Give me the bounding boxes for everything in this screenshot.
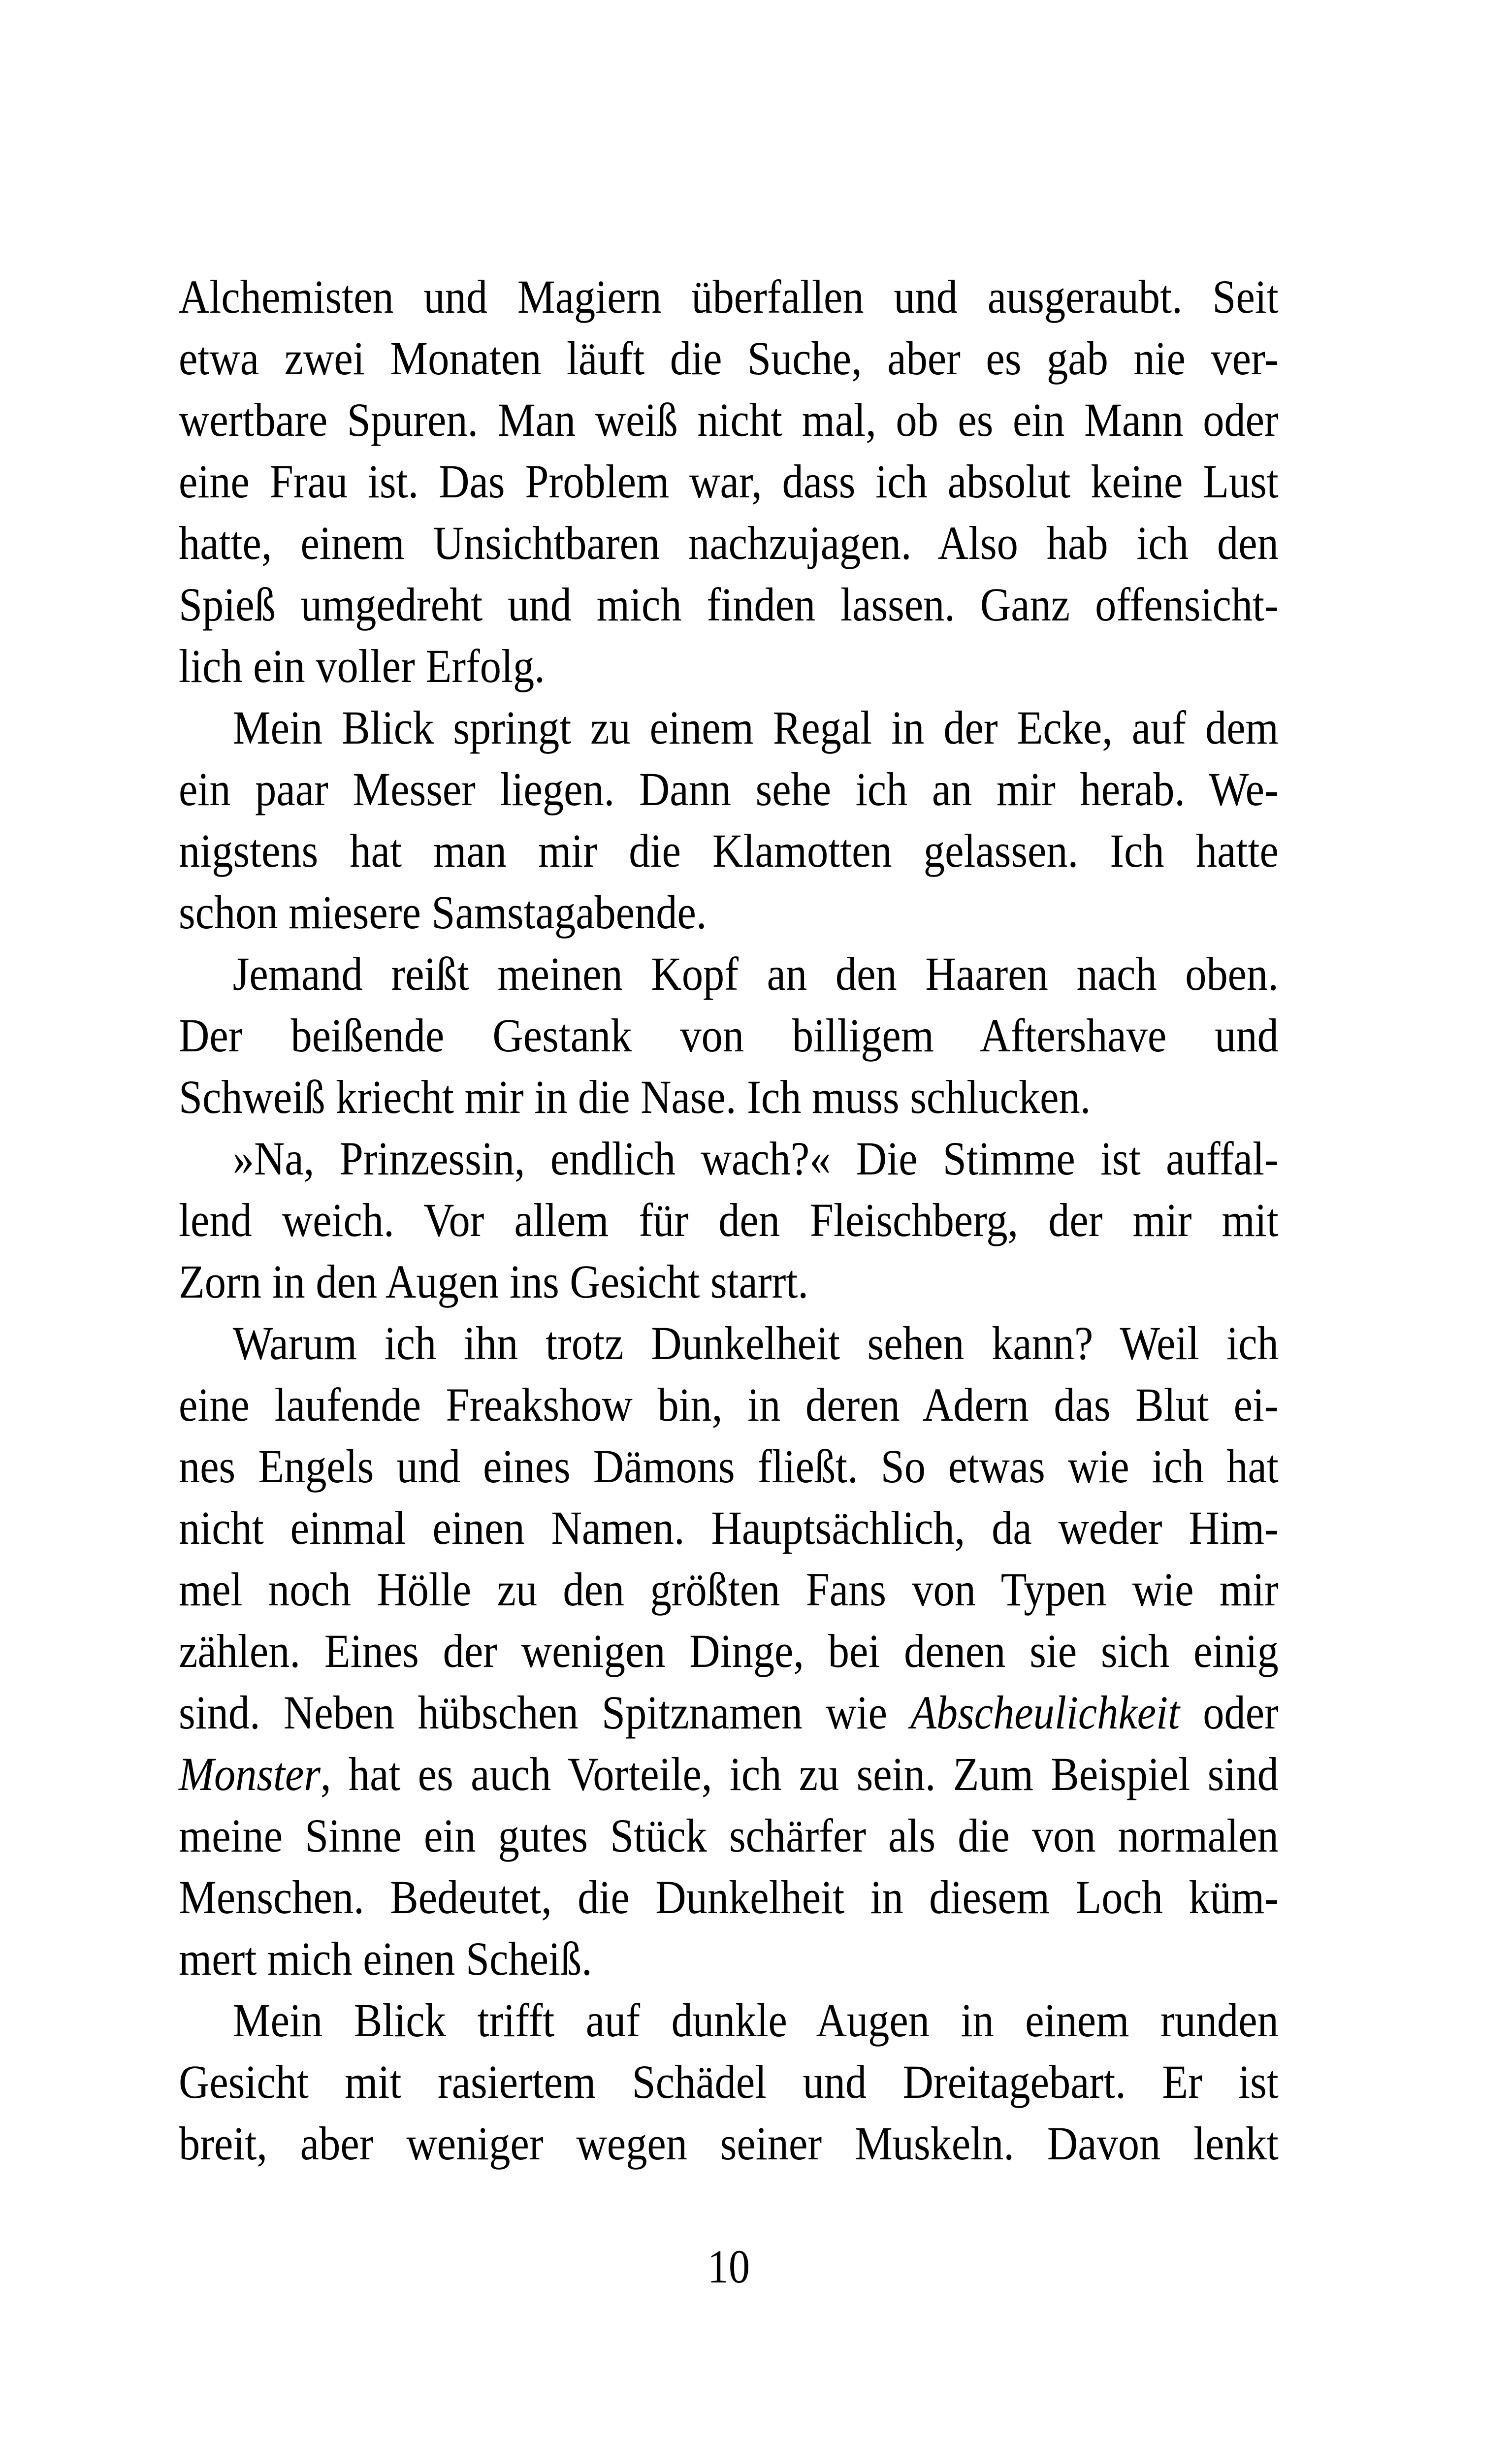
paragraph: [179, 266, 1279, 697]
text-line: »Na, Prinzessin, endlich wach?« Die Stimme ist auffal-: [232, 1132, 1279, 1185]
text-line: ein paar Messer liegen. Dann sehe ich an mir herab. We-: [179, 763, 1279, 815]
text-line: mert mich einen Scheiß.: [179, 1932, 592, 1985]
text-line: breit, aber weniger wegen seiner Muskeln. Davon lenkt: [179, 2117, 1279, 2170]
text-line: nes Engels und eines Dämons fließt. So etwas wie ich hat: [179, 1440, 1279, 1493]
text-line: Gesicht mit rasiertem Schädel und Dreitagebart. Er ist: [179, 2055, 1279, 2108]
text-line: Zorn in den Augen ins Gesicht starrt.: [179, 1255, 808, 1308]
text-line: lich ein voller Erfolg.: [179, 640, 545, 692]
italic-text: Monster: [179, 1748, 321, 1800]
text-line: Monster, hat es auch Vorteile, ich zu sein. Zum Beispiel sind: [179, 1748, 1279, 1800]
italic-text: Abscheulichkeit: [910, 1686, 1180, 1739]
text-line: mel noch Hölle zu den größten Fans von Typen wie mir: [179, 1563, 1279, 1616]
paragraph: [179, 1128, 1279, 1312]
text-line: zählen. Eines der wenigen Dinge, bei denen sie sich einig: [179, 1625, 1279, 1677]
text-line: eine Frau ist. Das Problem war, dass ich absolut keine Lust: [179, 455, 1279, 508]
text-line: nicht einmal einen Namen. Hauptsächlich, da weder Him-: [179, 1501, 1279, 1554]
paragraph: [179, 1989, 1279, 2174]
text-line: sind. Neben hübschen Spitznamen wie Abscheulichkeit oder: [179, 1686, 1279, 1739]
text-line: Warum ich ihn trotz Dunkelheit sehen kann? Weil ich: [232, 1317, 1279, 1369]
page-number: 10: [707, 2240, 750, 2293]
text-line: Menschen. Bedeutet, die Dunkelheit in diesem Loch küm-: [179, 1871, 1279, 1923]
text-line: Spieß umgedreht und mich finden lassen. Ganz offensicht-: [179, 578, 1279, 631]
text-line: schon miesere Samstagabende.: [179, 886, 707, 939]
text-line: wertbare Spuren. Man weiß nicht mal, ob es ein Mann oder: [179, 393, 1279, 446]
text-line: nigstens hat man mir die Klamotten gelassen. Ich hatte: [179, 824, 1279, 877]
text-line: lend weich. Vor allem für den Fleischberg, der mir mit: [179, 1194, 1279, 1246]
text-line: etwa zwei Monaten läuft die Suche, aber es gab nie ver-: [179, 332, 1279, 385]
text-line: meine Sinne ein gutes Stück schärfer als die von normalen: [179, 1809, 1279, 1862]
paragraph: [179, 943, 1279, 1128]
text-line: Jemand reißt meinen Kopf an den Haaren nach oben.: [232, 947, 1279, 1000]
text-line: Mein Blick trifft auf dunkle Augen in einem runden: [232, 1994, 1279, 2047]
paragraph: [179, 697, 1279, 943]
text-line: Mein Blick springt zu einem Regal in der Ecke, auf dem: [232, 701, 1279, 754]
body-text: [179, 266, 1279, 2174]
text-line: hatte, einem Unsichtbaren nachzujagen. Also hab ich den: [179, 517, 1279, 569]
text-line: Schweiß kriecht mir in die Nase. Ich muss schlucken.: [179, 1071, 1091, 1123]
text-line: eine laufende Freakshow bin, in deren Adern das Blut ei-: [179, 1378, 1279, 1431]
text-line: Der beißende Gestank von billigem Aftershave und: [179, 1009, 1279, 1062]
text-line: Alchemisten und Magiern überfallen und ausgeraubt. Seit: [179, 270, 1279, 323]
paragraph: [179, 1312, 1279, 1989]
text-column: [179, 266, 1279, 2297]
